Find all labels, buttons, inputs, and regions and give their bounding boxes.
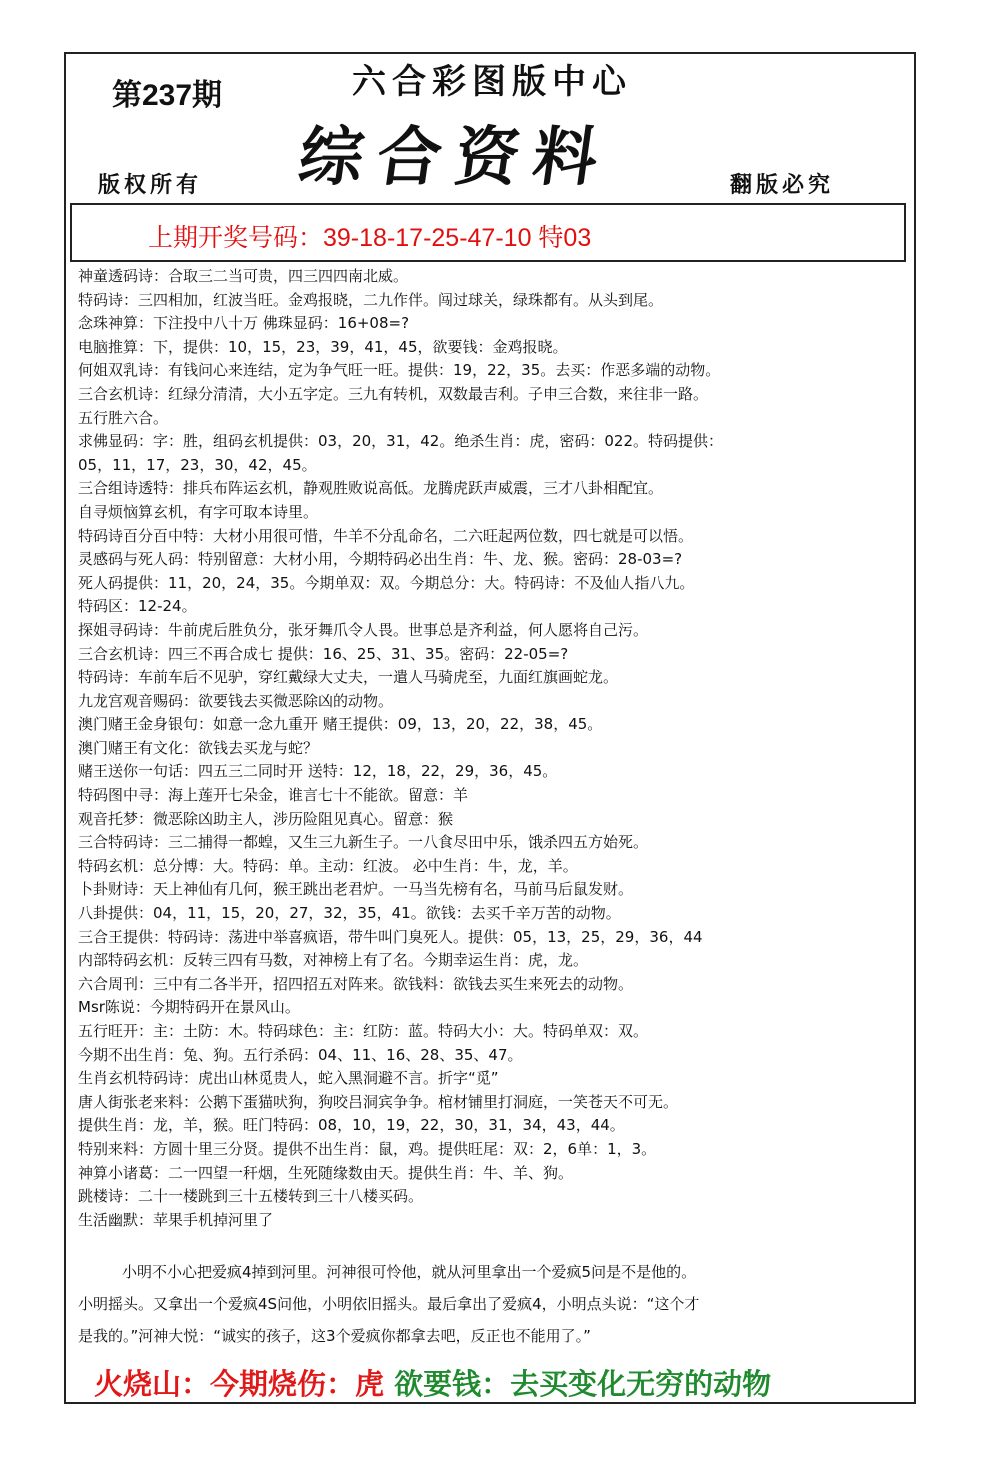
content-line: 生活幽默：苹果手机掉河里了 bbox=[78, 1210, 274, 1229]
content-line: 三合玄机诗：红绿分清清，大小五字定。三九有转机，双数最吉利。子申三合数，来往非一路。 bbox=[78, 384, 709, 403]
copyright-right: 翻版必究 bbox=[730, 172, 835, 198]
content-line: 特别来料：方圆十里三分贤。提供不出生肖：鼠，鸡。提供旺尾：双：2，6单：1，3。 bbox=[78, 1139, 657, 1158]
page-title: 综合资料 bbox=[293, 120, 617, 195]
content-line: 特码玄机：总分博：大。特码：单。主动：红波。 必中生肖：牛，龙，羊。 bbox=[78, 856, 578, 875]
publisher-name: 六合彩图版中心 bbox=[352, 62, 632, 102]
previous-draw-numbers: 上期开奖号码：39-18-17-25-47-10 特03 bbox=[148, 224, 592, 252]
content-line: 特码区：12-24。 bbox=[78, 597, 197, 616]
content-line: 卜卦财诗：天上神仙有几何，猴王跳出老君炉。一马当先榜有名，马前马后鼠发财。 bbox=[78, 880, 634, 899]
content-line: 八卦提供：04，11，15，20，27，32，35，41。欲钱：去买千辛万苦的动物。 bbox=[78, 904, 621, 923]
copyright-left: 版权所有 bbox=[98, 172, 203, 198]
content-line: Msr陈说：今期特码开在景风山。 bbox=[78, 998, 300, 1017]
content-line: 特码图中寻：海上莲开七朵金，谁言七十不能欲。留意：羊 bbox=[78, 786, 469, 805]
content-line: 电脑推算：下，提供：10，15，23，39，41，45，欲要钱：金鸡报晓。 bbox=[78, 337, 568, 356]
content-line: 神算小诸葛：二一四望一秆烟，生死随缘数由天。提供生肖：牛、羊、狗。 bbox=[78, 1163, 574, 1182]
content-line: 自寻烦恼算玄机，有字可取本诗里。 bbox=[78, 502, 319, 521]
content-line: 六合周刊：三中有二各半开，招四招五对阵来。欲钱料：欲钱去买生来死去的动物。 bbox=[78, 974, 634, 993]
content-line: 特码诗：车前车后不见驴，穿红戴绿大丈夫，一遣人马骑虎至，九面红旗画蛇龙。 bbox=[78, 668, 619, 687]
issue-number: 第237期 bbox=[112, 79, 223, 112]
content-line: 澳门赌王有文化：欲钱去买龙与蛇？ bbox=[78, 738, 319, 757]
content-line: 澳门赌王金身银句：如意一念九重开 赌王提供：09，13，20，22，38，45。 bbox=[78, 715, 603, 734]
bottom-banner bbox=[94, 1362, 771, 1403]
content-line: 三合特码诗：三二捕得一都蝗，又生三九新生子。一八食尽田中乐，饿杀四五方始死。 bbox=[78, 833, 649, 852]
bottom-banner-green: 欲要钱：去买变化无穷的动物 bbox=[384, 1367, 772, 1401]
content-line: 求佛显码：字：胜，组码玄机提供：03，20，31，42。绝杀生肖：虎，密码：022。特码提供： bbox=[78, 432, 723, 451]
content-line: 赌王送你一句话：四五三二同时开 送特：12，18，22，29，36，45。 bbox=[78, 762, 558, 781]
content-lines bbox=[78, 265, 908, 1232]
content-line: 五行胜六合。 bbox=[78, 408, 169, 427]
content-line: 死人码提供：11，20，24，35。今期单双：双。今期总分：大。特码诗：不及仙人指八九。 bbox=[78, 573, 695, 592]
content-line: 神童透码诗：合取三二当可贵，四三四四南北威。 bbox=[78, 267, 409, 285]
story-line: 小明摇头。又拿出一个爱疯4S问他，小明依旧摇头。最后拿出了爱疯4，小明点头说：“这个才 bbox=[78, 1295, 700, 1313]
content-line: 三合玄机诗：四三不再合成七 提供：16、25、31、35。密码：22-05=? bbox=[78, 644, 569, 663]
content-line: 特码诗百分百中特：大材小用很可惜，牛羊不分乱命名，二六旺起两位数，四七就是可以悟。 bbox=[78, 526, 694, 545]
story-section bbox=[78, 1256, 908, 1352]
content-line: 跳楼诗：二十一楼跳到三十五楼转到三十八楼买码。 bbox=[78, 1187, 424, 1206]
content-line: 三合王提供：特码诗：荡进中举喜疯语，带牛叫门臭死人。提供：05，13，25，29，36，44 bbox=[78, 927, 703, 946]
content-line: 念珠神算：下注投中八十万 佛珠显码：16+08=? bbox=[78, 314, 410, 333]
story-line: 小明不小心把爱疯4掉到河里。河神很可怜他，就从河里拿出一个爱疯5问是不是他的。 bbox=[122, 1263, 697, 1281]
bottom-banner-red: 火烧山：今期烧伤：虎 bbox=[94, 1367, 385, 1401]
content-line: 05，11，17，23，30，42，45。 bbox=[78, 455, 317, 474]
content-line: 三合组诗透特：排兵布阵运玄机，静观胜败说高低。龙腾虎跃声威震，三才八卦相配宜。 bbox=[78, 479, 664, 498]
content-line: 九龙宫观音赐码：欲要钱去买微恶除凶的动物。 bbox=[78, 691, 394, 710]
content-line: 今期不出生肖：兔、狗。五行杀码：04、11、16、28、35、47。 bbox=[78, 1045, 523, 1064]
content-line: 内部特码玄机：反转三四有马数，对神榜上有了名。今期幸运生肖：虎，龙。 bbox=[78, 951, 589, 970]
content-line: 唐人街张老来料：公鹅下蛋猫吠狗，狗咬吕洞宾争争。棺材铺里打洞庭，一笑苍天不可无。 bbox=[78, 1092, 679, 1111]
content-line: 提供生肖：龙，羊，猴。旺门特码：08，10，19，22，30，31，34，43，44。 bbox=[78, 1116, 625, 1135]
content-line: 生肖玄机特码诗：虎出山林觅贵人，蛇入黑洞避不言。折字“觅” bbox=[78, 1069, 499, 1088]
content-line: 特码诗：三四相加，红波当旺。金鸡报晓，二九作伴。闯过球关，绿珠都有。从头到尾。 bbox=[78, 290, 664, 309]
content-line: 五行旺开：主：土防：木。特码球色：主：红防：蓝。特码大小：大。特码单双：双。 bbox=[78, 1022, 649, 1040]
content-line: 何姐双乳诗：有钱问心来连结，定为争气旺一旺。提供：19，22，35。去买：作恶多端的动物。 bbox=[78, 361, 721, 380]
content-line: 观音托梦：微恶除凶助主人，涉历险阻见真心。留意：猴 bbox=[78, 809, 454, 828]
content-line: 探姐寻码诗：牛前虎后胜负分，张牙舞爪令人畏。世事总是齐利益，何人愿将自己污。 bbox=[78, 620, 649, 639]
story-line: 是我的。”河神大悦：“诚实的孩子，这3个爱疯你都拿去吧，反正也不能用了。” bbox=[78, 1327, 591, 1345]
content-line: 灵感码与死人码：特别留意：大材小用，今期特码必出生肖：牛、龙、猴。密码：28-03=? bbox=[78, 550, 683, 569]
